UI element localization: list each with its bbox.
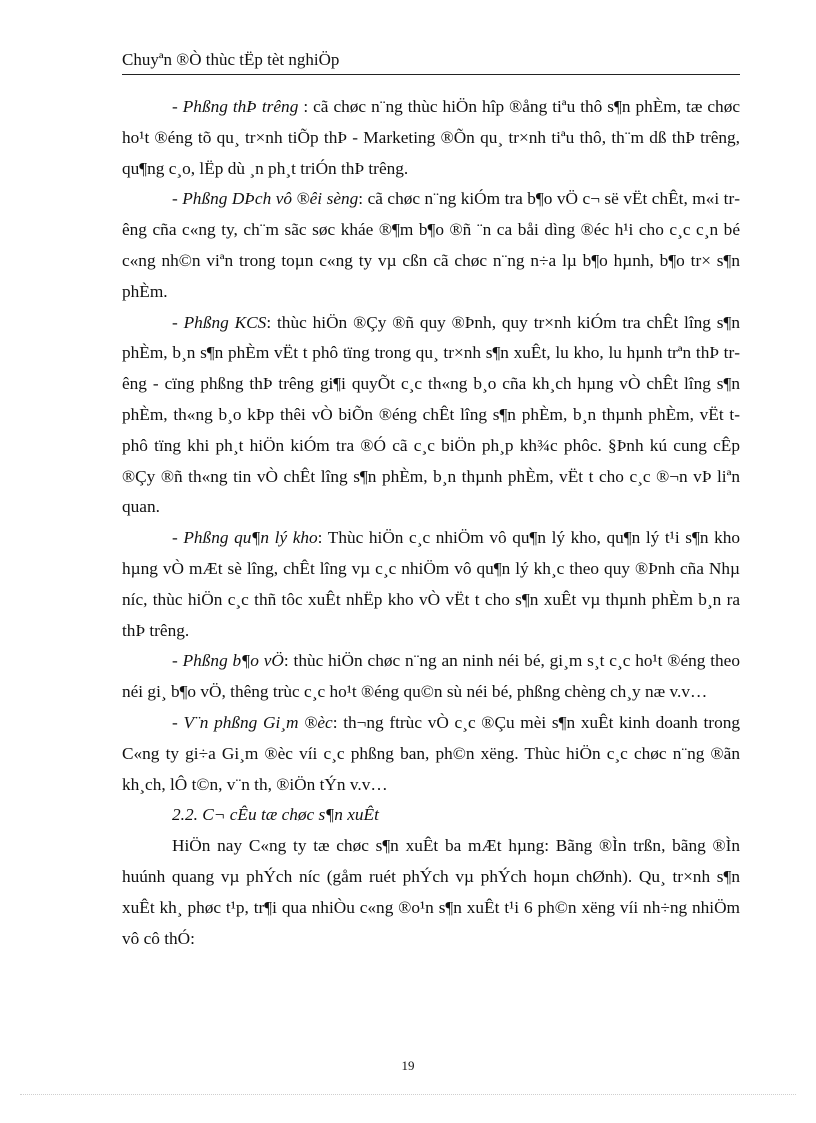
document-body (122, 92, 740, 954)
paragraph-phong-quan-ly-kho (122, 523, 740, 646)
paragraph-label: - Phßng DÞch vô ®êi sèng (172, 189, 359, 209)
section-heading: 2.2. C¬ cÊu tæ chøc s¶n xuÊt (172, 805, 379, 825)
page-number: 19 (401, 1058, 415, 1073)
paragraph-phong-thi-truong (122, 92, 740, 184)
paragraph-phong-kcs (122, 308, 740, 524)
paragraph-label: - V¨n phßng Gi¸m ®èc (172, 712, 333, 732)
paragraph-label: - Phßng b¶o vÖ (172, 651, 284, 671)
paragraph-text: : thùc hiÖn chøc n¨ng an ninh néi bé, gi¸m s¸t c¸c ho¹t ®éng theo néi gi¸ b¶o vÖ, thêng trùc c¸c ho¹t ®éng qu©n sù néi bé, phßng chèng ch¸y næ v.v… (122, 651, 740, 702)
paragraph-text: : cã chøc n¨ng thùc hiÖn hîp ®ång tiªu thô s¶n phÈm, tæ chøc ho¹t ®éng tõ qu¸ tr×nh tiÕp thÞ - Marketing ®Õn qu¸ tr×nh tiªu thô, th¨m dß thÞ trêng, qu¶ng c¸o, lËp dù ¸n ph¸t triÓn thÞ trêng. (122, 97, 741, 178)
paragraph-text: : Thùc hiÖn c¸c nhiÖm vô qu¶n lý kho, qu¶n lý t¹i s¶n kho hµng vÒ mÆt sè lîng, chÊt lîng vµ c¸c nhiÖm vô qu¶n lý kh¸c theo quy ®Þnh cña Nhµ níc, thùc hiÖn c¸c thñ tôc xuÊt nhËp kho vÒ vËt t cho s¶n xuÊt vµ thµnh phÈm b¸n ra thÞ trêng. (122, 528, 740, 640)
paragraph-text: : cã chøc n¨ng kiÓm tra b¶o vÖ c¬ së vËt chÊt, m«i trêng cña c«ng ty, ch¨m sãc søc kháe ®¶m b¶o ®ñ ¨n ca båi dìng ®éc h¹i cho c¸c c¸n bé c«ng nh©n viªn trong toµn c«ng ty vµ cßn cã chøc n¨ng n÷a lµ b¶o hµnh, b¶o tr× s¶n phÈm. (122, 189, 740, 301)
paragraph-text: : thùc hiÖn ®Çy ®ñ quy ®Þnh, quy tr×nh kiÓm tra chÊt lîng s¶n phÈm, b¸n s¶n phÈm vËt t phô tïng trong qu¸ tr×nh s¶n xuÊt, lu kho, lu hµnh trªn thÞ trêng - cïng phßng thÞ trêng gi¶i quyÕt c¸c th«ng b¸o cña kh¸ch hµng vÒ chÊt lîng s¶n phÈm, th«ng b¸o kÞp thêi vÒ biÕn ®éng chÊt lîng s¶n phÈm, b¸n thµnh phÈm, vËt t phô tïng khi ph¸t hiÖn kiÓm tra ®Ó cã c¸c biÖn ph¸p kh¾c phôc. §Þnh kú cung cÊp ®Çy ®ñ th«ng tin vÒ chÊt lîng s¶n phÈm, b¸n thµnh phÈm, vËt t cho c¸c ®¬n vÞ liªn quan. (122, 312, 740, 517)
paragraph-text: : th¬ng ftrùc vÒ c¸c ®Çu mèi s¶n xuÊt kinh doanh trong C«ng ty gi÷a Gi¸m ®èc víi c¸c phßng ban, ph©n xëng. Thùc hiÖn c¸c chøc n¨ng ®ãn kh¸ch, lÔ t©n, v¨n th, ®iÖn tÝn v.v… (122, 712, 740, 794)
paragraph-van-phong-giam-doc (122, 708, 740, 800)
header-title: Chuyªn ®Ò thùc tËp tèt nghiÖp (122, 50, 340, 69)
paragraph-phong-dich-vu (122, 184, 740, 307)
page-edge-divider (20, 1094, 796, 1095)
paragraph-label: - Phßng qu¶n lý kho (172, 528, 318, 548)
paragraph-phong-bao-ve (122, 646, 740, 708)
section-paragraph: HiÖn nay C«ng ty tæ chøc s¶n xuÊt ba mÆt hµng: Bãng ®Ìn trßn, bãng ®Ìn huúnh quang vµ phÝch níc (gåm ruét phÝch vµ phÝch hoµn chØnh). Qu¸ tr×nh s¶n xuÊt kh¸ phøc t¹p, tr¶i qua nhiÒu c«ng ®o¹n s¶n xuÊt t¹i 6 ph©n xëng víi nh÷ng nhiÖm vô cô thÓ: (122, 836, 740, 948)
paragraph-label: - Phßng KCS (172, 312, 267, 332)
document-header (122, 48, 740, 75)
paragraph-label: - Phßng thÞ trêng (172, 97, 299, 116)
